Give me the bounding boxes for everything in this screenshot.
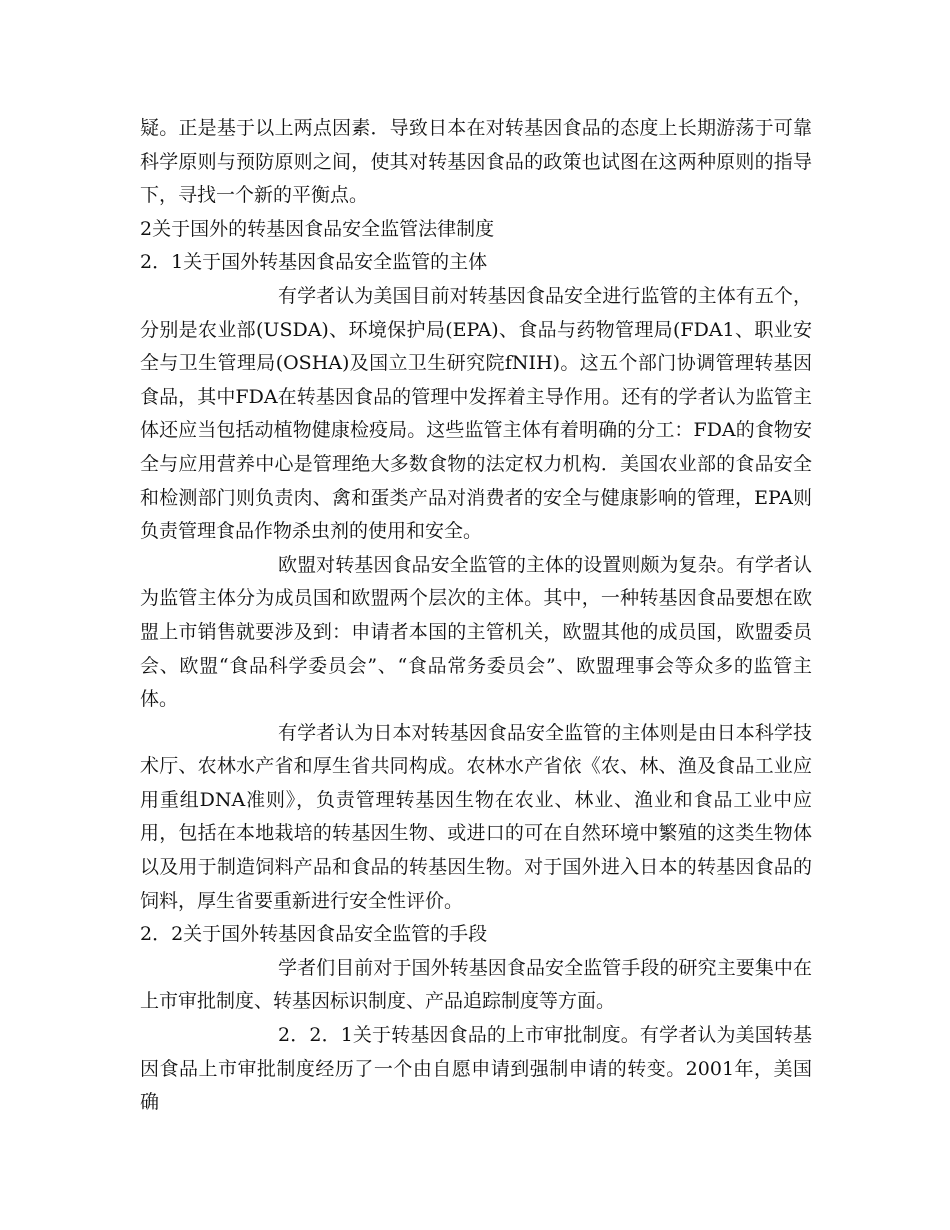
paragraph-us-regulators: 有学者认为美国目前对转基因食品安全进行监管的主体有五个，分别是农业部(USDA)、环境保护局(EPA)、食品与药物管理局(FDA1、职业安全与卫生管理局(OSHA)及国立卫生研究院fNIH)。这五个部门协调管理转基因食品，其中FDA在转基因食品的管理中发挥着主导作用。还有的学者认为监管主体还应当包括动植物健康检疫局。这些监管主体有着明确的分工：FDA的食物安全与应用营养中心是管理绝大多数食物的法定权力机构．美国农业部的食品安全和检测部门则负责肉、禽和蛋类产品对消费者的安全与健康影响的管理，EPA则负责管理食品作物杀虫剂的使用和安全。 xyxy=(140,284,812,543)
subsection-heading-2-1: 2．1关于国外转基因食品安全监管的主体 xyxy=(140,251,488,274)
document-body xyxy=(140,112,812,1120)
subsection-heading-2-2: 2．2关于国外转基因食品安全监管的手段 xyxy=(140,923,488,946)
paragraph-eu-regulators: 欧盟对转基因食品安全监管的主体的设置则颇为复杂。有学者认为监管主体分为成员国和欧盟两个层次的主体。其中，一种转基因食品要想在欧盟上市销售就要涉及到：申请者本国的主管机关，欧盟其他的成员国，欧盟委员会、欧盟“食品科学委员会”、“食品常务委员会”、欧盟理事会等众多的监管主体。 xyxy=(140,553,812,711)
paragraph-market-approval: 2．2．1关于转基因食品的上市审批制度。有学者认为美国转基因食品上市审批制度经历了一个由自愿申请到强制申请的转变。2001年，美国确 xyxy=(140,1024,812,1114)
paragraph-regulatory-means: 学者们目前对于国外转基因食品安全监管手段的研究主要集中在上市审批制度、转基因标识制度、产品追踪制度等方面。 xyxy=(140,956,812,1013)
paragraph-continuation: 疑。正是基于以上两点因素．导致日本在对转基因食品的态度上长期游荡于可靠科学原则与预防原则之间，使其对转基因食品的政策也试图在这两种原则的指导下，寻找一个新的平衡点。 xyxy=(140,117,812,207)
paragraph-japan-regulators: 有学者认为日本对转基因食品安全监管的主体则是由日本科学技术厅、农林水产省和厚生省共同构成。农林水产省依《农、林、渔及食品工业应用重组DNA准则》，负责管理转基因生物在农业、林业、渔业和食品工业中应用，包括在本地栽培的转基因生物、或进口的可在自然环境中繁殖的这类生物体以及用于制造饲料产品和食品的转基因生物。对于国外进入日本的转基因食品的饲料，厚生省要重新进行安全性评价。 xyxy=(140,721,812,912)
section-heading-2: 2关于国外的转基因食品安全监管法律制度 xyxy=(140,217,495,240)
